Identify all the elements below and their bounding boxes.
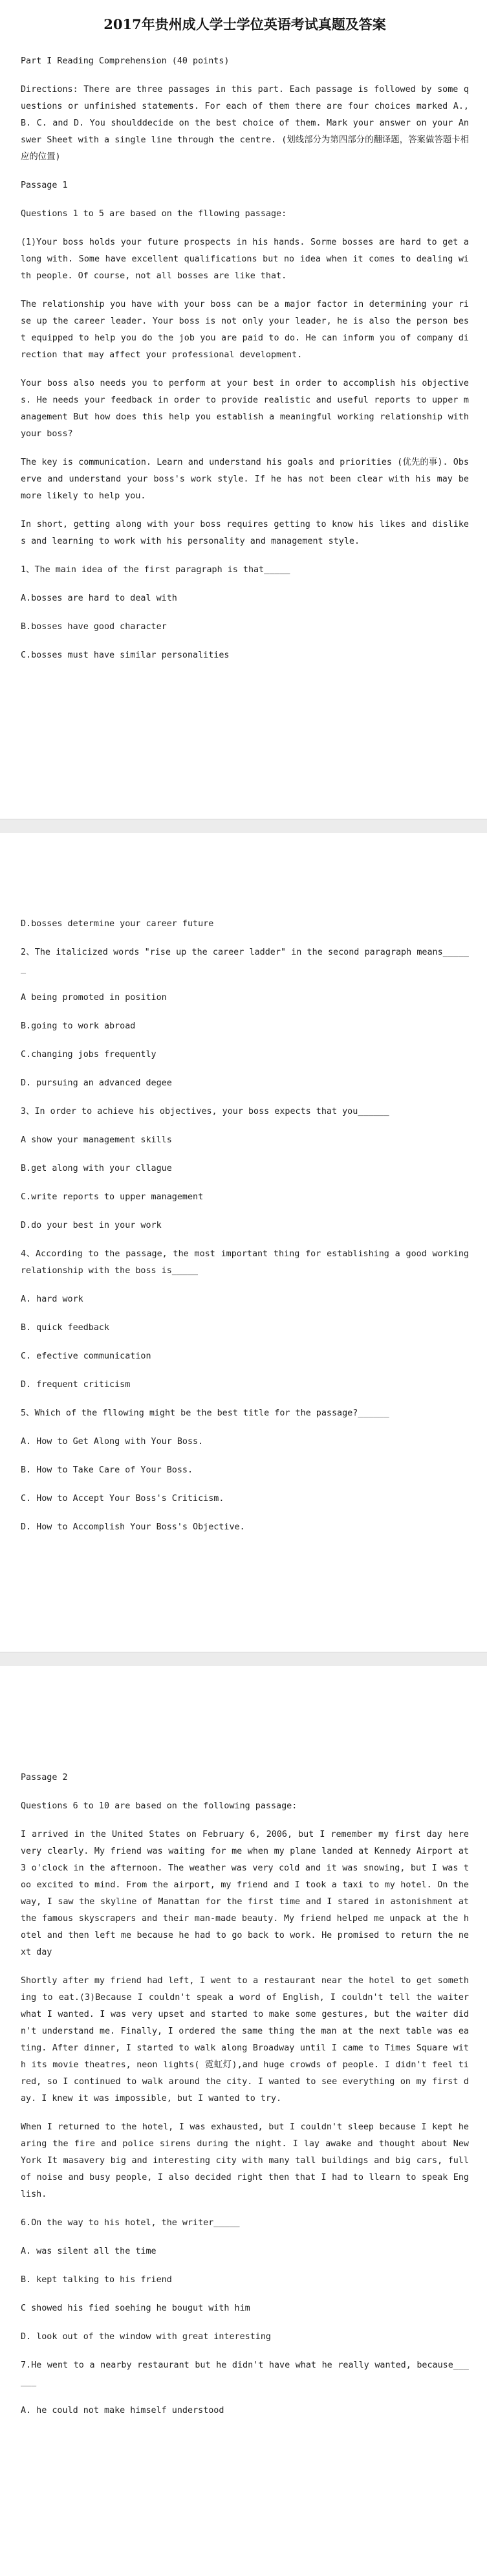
answer-option: A show your management skills xyxy=(21,1135,172,1145)
document-page-1 xyxy=(0,0,487,819)
passage-instructions: Questions 1 to 5 are based on the fllowing passage: xyxy=(21,209,287,219)
question: 2、The italicized words "rise up the career ladder" in the second paragraph means______ xyxy=(21,948,469,974)
question: 4、According to the passage, the most important thing for establishing a good working relationship with the boss is_____ xyxy=(21,1249,469,1276)
document-page-2 xyxy=(0,833,487,1652)
directions-paragraph: Directions: There are three passages in this part. Each passage is followed by some questions or unfinished statements. For each of them there are four choices marked A., B. C. and D. You shoulddecide on the best choice of them. Mark your answer on your Answer Sheet with a single line through the centre. (划线部分为第四部分的翻译题，答案做答题卡相应的位置) xyxy=(21,85,469,162)
passage-paragraph: In short, getting along with your boss requires getting to know his likes and dislikes and learning to work with his personality and management style. xyxy=(21,520,469,546)
passage-heading: Passage 2 xyxy=(21,1773,68,1782)
document-page-3 xyxy=(0,1666,487,2576)
document-title: 2017年贵州成人学士学位英语考试真题及答案 xyxy=(103,16,386,32)
answer-option: A. he could not make himself understood xyxy=(21,2406,224,2415)
answer-option: B. quick feedback xyxy=(21,1323,110,1333)
passage-paragraph: The key is communication. Learn and understand his goals and priorities (优先的事). Observe and understand your boss's work style. If he has not been clear with his may be more likely to help you. xyxy=(21,458,469,501)
answer-option: D. frequent criticism xyxy=(21,1380,131,1390)
question: 6.On the way to his hotel, the writer_____ xyxy=(21,2218,240,2228)
passage-paragraph: When I returned to the hotel, I was exhausted, but I couldn't sleep because I kept hearing the fire and police sirens during the night. I lay awake and thought about New York It masavery big and interesting city with many tall buildings and big cars, full of noise and busy people, I also decided right then that I had to llearn to speak English. xyxy=(21,2122,469,2199)
answer-option: D.do your best in your work xyxy=(21,1221,162,1230)
answer-option: B. kept talking to his friend xyxy=(21,2275,172,2285)
answer-option: C showed his fied soehing he bougut with him xyxy=(21,2304,250,2313)
question: 5、Which of the fllowing might be the best title for the passage?______ xyxy=(21,1408,389,1418)
passage-heading: Passage 1 xyxy=(21,181,68,190)
passage-paragraph: Shortly after my friend had left, I went to a restaurant near the hotel to get something to eat.(3)Because I couldn't speak a word of English, I couldn't tell the waiter what I wanted. I was very upset and started to make some gestures, but the waiter didn't understand me. Finally, I ordered the same thing the man at the next table was eating. After dinner, I started to walk along Broadway until I came to Times Square with its movie theatres, neon lights( 霓虹灯),and huge crowds of people. I didn't feel tired, so I continued to walk around the city. I wanted to see everything on my first day. I knew it was impossible, but I wanted to try. xyxy=(21,1976,469,2104)
answer-option: D. How to Accomplish Your Boss's Objective. xyxy=(21,1522,245,1532)
answer-option: B.bosses have good character xyxy=(21,622,167,632)
answer-option: D. look out of the window with great interesting xyxy=(21,2332,271,2342)
question: 1、The main idea of the first paragraph is that_____ xyxy=(21,565,290,575)
passage-paragraph: Your boss also needs you to perform at your best in order to accomplish his objectives. He needs your feedback in order to provide realistic and useful reports to upper management But how does this help you establish a meaningful working relationship with your boss? xyxy=(21,379,469,439)
passage-paragraph: (1)Your boss holds your future prospects in his hands. Sorme bosses are hard to get along with. Some have excellent qualifications but no idea when it comes to dealing with people. Of course, not all bosses are like that. xyxy=(21,238,469,281)
passage-paragraph: The relationship you have with your boss can be a major factor in determining your rise up the career leader. Your boss is not only your leader, he is also the person best equipped to help you do the job you are paid to do. He can inform you of company direction that may affect your professional development. xyxy=(21,300,469,360)
answer-option: C. efective communication xyxy=(21,1351,151,1361)
answer-option: D. pursuing an advanced degee xyxy=(21,1078,172,1088)
answer-option: A.bosses are hard to deal with xyxy=(21,594,177,603)
question: 7.He went to a nearby restaurant but he didn't have what he really wanted, because______ xyxy=(21,2360,469,2387)
answer-option: A being promoted in position xyxy=(21,993,167,1003)
section-heading: Part I Reading Comprehension (40 points) xyxy=(21,56,230,66)
answer-option: A. hard work xyxy=(21,1294,83,1304)
answer-option: D.bosses determine your career future xyxy=(21,919,214,929)
answer-option: C.bosses must have similar personalities xyxy=(21,650,230,660)
answer-option: A. was silent all the time xyxy=(21,2247,157,2256)
answer-option: A. How to Get Along with Your Boss. xyxy=(21,1437,204,1447)
answer-option: B.going to work abroad xyxy=(21,1021,136,1031)
answer-option: C. How to Accept Your Boss's Criticism. xyxy=(21,1494,224,1504)
answer-option: C.changing jobs frequently xyxy=(21,1050,157,1060)
answer-option: B. How to Take Care of Your Boss. xyxy=(21,1465,193,1475)
question: 3、In order to achieve his objectives, your boss expects that you______ xyxy=(21,1107,389,1116)
passage-paragraph: I arrived in the United States on February 6, 2006, but I remember my first day here very clearly. My friend was waiting for me when my plane landed at Kennedy Airport at 3 o'clock in the afternoon. The weather was very cold and it was snowing, but I was too excited to mind. From the airport, my friend and I took a taxi to my hotel. On the way, I saw the skyline of Manattan for the first time and I stared in astonishment at the famous skyscrapers and their man-made beauty. My friend helped me unpack at the hotel and then left me because he had to go back to work. He promised to return the next day xyxy=(21,1830,469,1957)
answer-option: C.write reports to upper management xyxy=(21,1192,204,1202)
passage-instructions: Questions 6 to 10 are based on the following passage: xyxy=(21,1801,298,1811)
answer-option: B.get along with your cllague xyxy=(21,1164,172,1173)
